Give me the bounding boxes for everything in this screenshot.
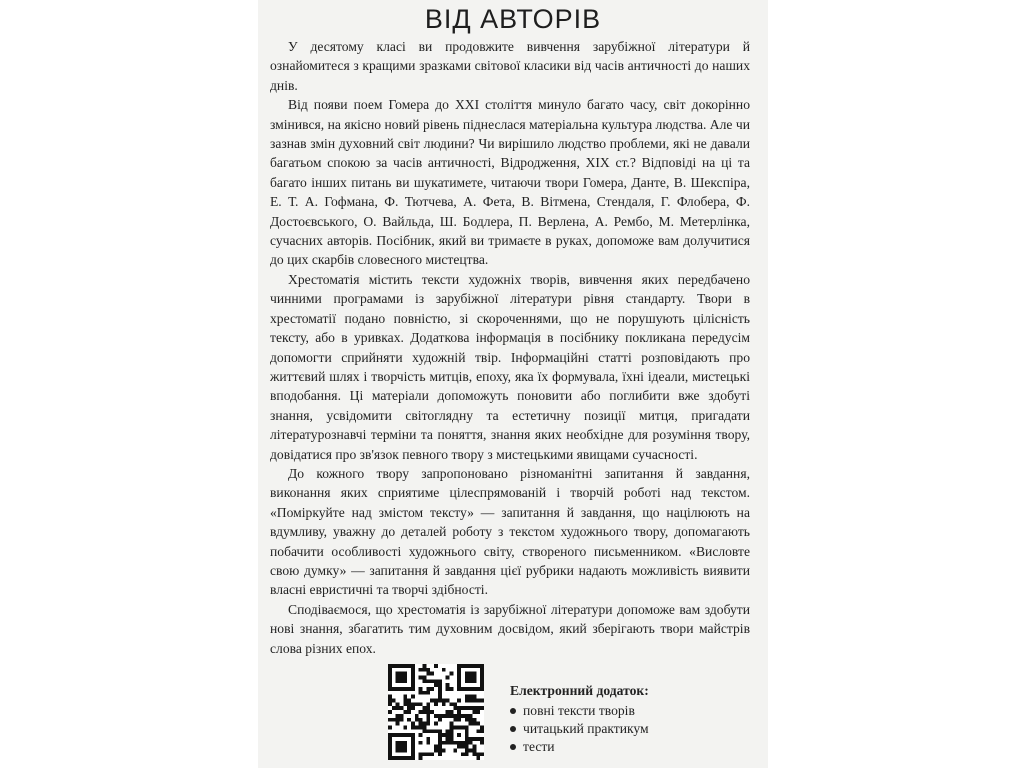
paragraph-closing: Сподіваємося, що хрестоматія із зарубіжної літератури допоможе вам здобути нові знання, збагатить тим духовним досвідом, який зберігають твори майстрів слова різних епох.: [270, 601, 750, 656]
supplement-item-tests: [510, 738, 760, 756]
page-body: [270, 37, 750, 658]
paragraph-homer: Від появи поем Гомера до XXI століття минуло багато часу, світ докорінно змінився, на якісно новий рівень піднеслася матеріальна культура людства. Але чи зазнав змін духовний світ людини? Чи вирішило людство проблеми, які не давали багатьом спокою за часів античності, Відродження, XIX ст.? Відповіді на ці та багато інших питань ви шукатимете, читаючи твори Гомера, Данте, В. Шекспіра, Е. Т. А. Гофмана, Ф. Тютчева, А. Фета, В. Вітмена, Стендаля, Г. Флобера, Ф. Достоєвського, О. Вайльда, Ш. Бодлера, П. Верлена, А. Рембо, М. Метерлінка, сучасних авторів. Посібник, який ви тримаєте в руках, допоможе вам долучитися до цих скарбів словесного мистецтва.: [270, 97, 750, 268]
supplement-item-label: читацький практикум: [523, 721, 649, 736]
bullet-icon: [510, 744, 516, 750]
bullet-icon: [510, 708, 516, 714]
qr-code-icon[interactable]: [388, 664, 484, 760]
supplement-item-full-texts: [510, 702, 760, 720]
supplement-title: Електронний додаток:: [510, 683, 649, 698]
book-page: [258, 0, 768, 768]
supplement-item-reader-practice: [510, 720, 760, 738]
qr-code-graphic: [388, 664, 484, 760]
paragraph-intro: У десятому класі ви продовжите вивчення зарубіжної літератури й ознайомитеся з кращими зразками світової класики від часів античності до наших днів.: [270, 39, 750, 93]
bullet-icon: [510, 726, 516, 732]
supplement-item-label: повні тексти творів: [523, 703, 635, 718]
paragraph-tasks: До кожного твору запропоновано різноманітні запитання й завдання, виконання яких сприятиме цілеспрямованій і творчій роботі над текстом. «Поміркуйте над змістом тексту» — запитання й завдання, що націлюють на вдумливу, уважну до деталей роботу з текстом художнього твору, допомагають побачити особливості художнього світу, створеного письменником. «Висловте свою думку» — запитання й завдання цієї рубрики надають можливість виявити власні евристичні та творчі здібності.: [270, 465, 750, 598]
paragraph-anthology: Хрестоматія містить тексти художніх творів, вивчення яких передбачено чинними програмами із зарубіжної літератури рівня стандарту. Твори в хрестоматії подано повністю, зі скороченнями, що не порушують цілісність тексту, або в уривках. Додаткова інформація в посібнику покликана передусім допомогти сприйняти художній твір. Інформаційні статті розповідають про життєвий шлях і творчість митців, епоху, яка їх формувала, їхні ідеали, мистецькі вподобання. Ці матеріали допоможуть поновити або поглибити вже здобуті знання, усвідомити світоглядну та естетичну позиції митця, пригадати літературознавчі терміни та поняття, знання яких необхідне для розуміння твору, довідатися про зв'язок певного твору з мистецькими явищами сучасності.: [270, 271, 750, 462]
electronic-supplement: [510, 682, 760, 756]
page-title: ВІД АВТОРІВ: [424, 4, 602, 34]
supplement-item-label: тести: [523, 739, 555, 754]
supplement-list: [510, 702, 760, 756]
